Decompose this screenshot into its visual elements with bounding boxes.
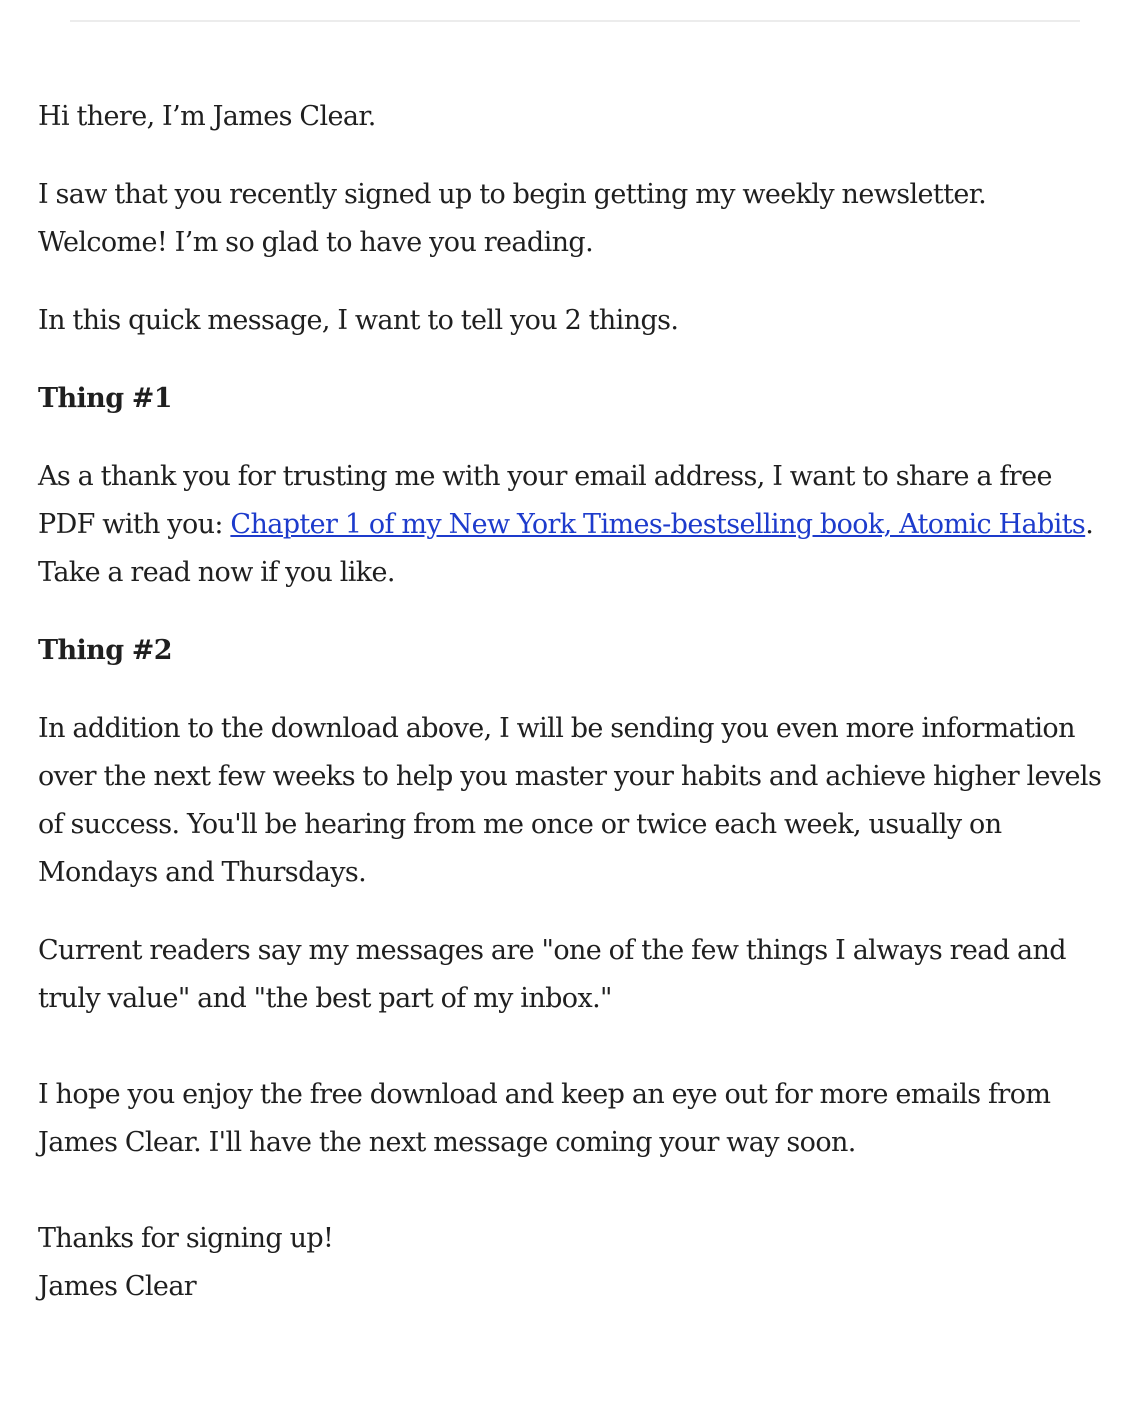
thing-1-text-before: As a thank you for trusting me with your email address, I want to share a free PDF with you: [38,461,1052,540]
thing-2-heading: Thing #2 [38,635,172,666]
thing-1-heading: Thing #1 [38,383,172,414]
top-divider [70,20,1080,22]
chapter-1-pdf-link[interactable]: Chapter 1 of my New York Times-bestselling book, Atomic Habits [230,509,1086,540]
greeting: Hi there, I’m James Clear. [38,101,376,132]
thing-2-paragraph: In addition to the download above, I will be sending you even more information over the next few weeks to help you master your habits and achieve higher levels of success. You'll be hearing from me once or twice each week, usually on Mondays and Thursdays. [38,713,1102,888]
email-body [38,93,1108,1311]
purpose-paragraph: In this quick message, I want to tell you 2 things. [38,305,679,336]
signature: James Clear [38,1271,197,1302]
signoff: Thanks for signing up! [38,1223,334,1254]
thing-1-paragraph [38,453,1108,597]
closing-paragraph: I hope you enjoy the free download and keep an eye out for more emails from James Clear. I'll have the next message coming your way soon. [38,1079,1051,1158]
testimonial-paragraph: Current readers say my messages are "one of the few things I always read and truly value" and "the best part of my inbox." [38,935,1066,1014]
thing-1-text-after: . Take a read now if you like. [38,509,1094,588]
intro-paragraph: I saw that you recently signed up to begin getting my weekly newsletter. Welcome! I’m so glad to have you reading. [38,179,987,258]
